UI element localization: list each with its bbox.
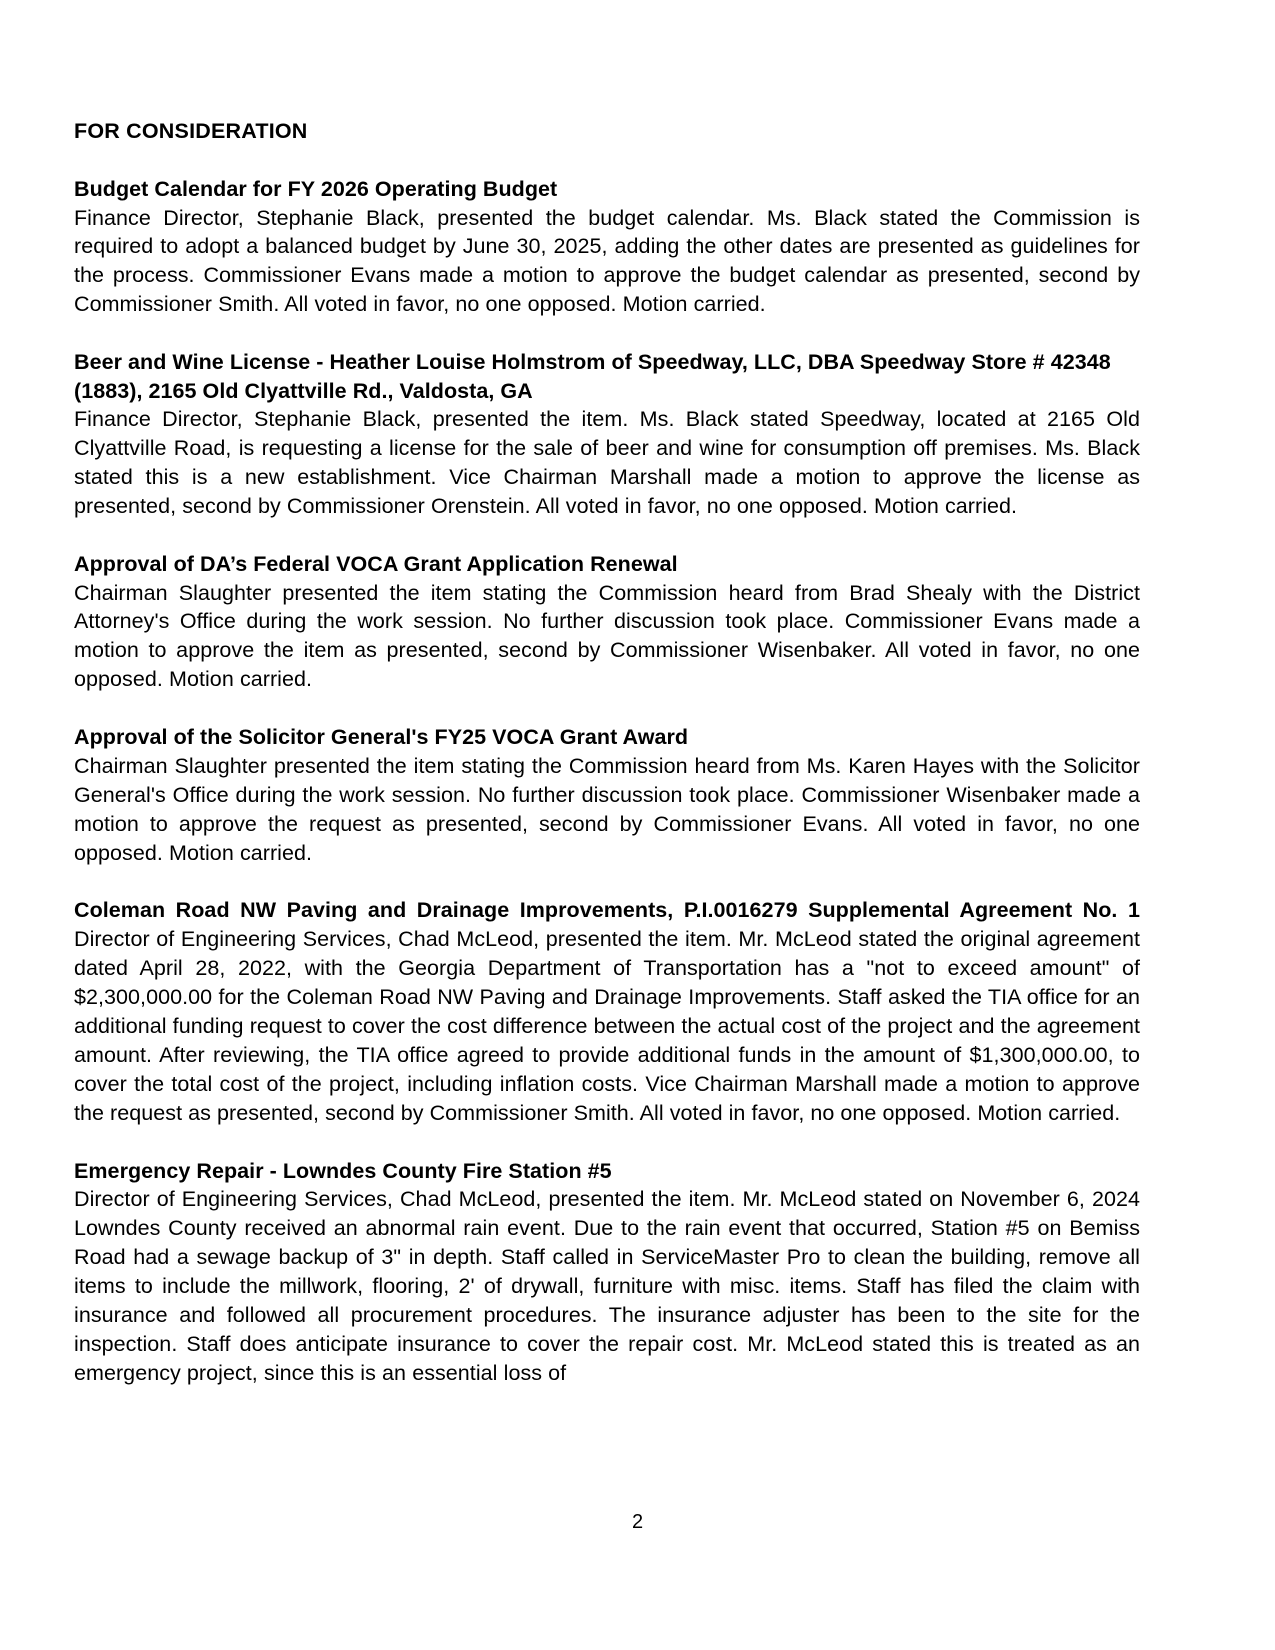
section-budget-calendar bbox=[74, 175, 1140, 319]
section-body: Finance Director, Stephanie Black, presented the item. Ms. Black stated Speedway, located at 2165 Old Clyattville Road, is requesting a license for the sale of beer and wine for consumption off premises. Ms. Black stated this is a new establishment. Vice Chairman Marshall made a motion to approve the license as presented, second by Commissioner Orenstein. All voted in favor, no one opposed. Motion carried. bbox=[74, 407, 1140, 519]
section-emergency-repair-fire-station bbox=[74, 1157, 1140, 1388]
section-body: Director of Engineering Services, Chad McLeod, presented the item. Mr. McLeod stated the original agreement dated April 28, 2022, with the Georgia Department of Transportation has a "not to exceed amount" of $2,300,000.00 for the Coleman Road NW Paving and Drainage Improvements. Staff asked the TIA office for an additional funding request to cover the cost difference between the actual cost of the project and the agreement amount. After reviewing, the TIA office agreed to provide additional funds in the amount of $1,300,000.00, to cover the total cost of the project, including inflation costs. Vice Chairman Marshall made a motion to approve the request as presented, second by Commissioner Smith. All voted in favor, no one opposed. Motion carried. bbox=[74, 927, 1140, 1125]
section-title: Approval of the Solicitor General's FY25 VOCA Grant Award bbox=[74, 725, 689, 750]
section-title: Budget Calendar for FY 2026 Operating Budget bbox=[74, 176, 558, 201]
document-body bbox=[74, 118, 1140, 1388]
section-body: Chairman Slaughter presented the item stating the Commission heard from Ms. Karen Hayes with the Solicitor General's Office during the work session. No further discussion took place. Commissioner Wisenbaker made a motion to approve the request as presented, second by Commissioner Evans. All voted in favor, no one opposed. Motion carried. bbox=[74, 753, 1140, 865]
section-coleman-road-supplemental-agreement bbox=[74, 896, 1140, 1127]
section-title: Beer and Wine License - Heather Louise Holmstrom of Speedway, LLC, DBA Speedway Store # 42348 (1883), 2165 Old Clyattville Rd., Valdosta, GA bbox=[74, 350, 1111, 403]
section-da-voca-grant-renewal bbox=[74, 550, 1140, 694]
section-solicitor-general-voca-award bbox=[74, 723, 1140, 867]
section-inline-paragraph bbox=[74, 896, 1140, 1127]
section-title: Approval of DA’s Federal VOCA Grant Application Renewal bbox=[74, 551, 678, 576]
section-beer-wine-license bbox=[74, 348, 1140, 521]
section-body: Finance Director, Stephanie Black, presented the budget calendar. Ms. Black stated the Commission is required to adopt a balanced budget by June 30, 2025, adding the other dates are presented as guidelines for the process. Commissioner Evans made a motion to approve the budget calendar as presented, second by Commissioner Smith. All voted in favor, no one opposed. Motion carried. bbox=[74, 205, 1140, 317]
section-title: Coleman Road NW Paving and Drainage Improvements, P.I.0016279 Supplemental Agreement No. 1 bbox=[74, 898, 1140, 923]
page-number: 2 bbox=[631, 1511, 644, 1533]
section-body: Director of Engineering Services, Chad McLeod, presented the item. Mr. McLeod stated on November 6, 2024 Lowndes County received an abnormal rain event. Due to the rain event that occurred, Station #5 on Bemiss Road had a sewage backup of 3" in depth. Staff called in ServiceMaster Pro to clean the building, remove all items to include the millwork, flooring, 2' of drywall, furniture with misc. items. Staff has filed the claim with insurance and followed all procurement procedures. The insurance adjuster has been to the site for the inspection. Staff does anticipate insurance to cover the repair cost. Mr. McLeod stated this is treated as an emergency project, since this is an essential loss of bbox=[74, 1187, 1140, 1385]
page-title: FOR CONSIDERATION bbox=[74, 119, 308, 143]
section-title: Emergency Repair - Lowndes County Fire Station #5 bbox=[74, 1158, 612, 1183]
section-body: Chairman Slaughter presented the item stating the Commission heard from Brad Shealy with the District Attorney's Office during the work session. No further discussion took place. Commissioner Evans made a motion to approve the item as presented, second by Commissioner Wisenbaker. All voted in favor, no one opposed. Motion carried. bbox=[74, 580, 1140, 692]
